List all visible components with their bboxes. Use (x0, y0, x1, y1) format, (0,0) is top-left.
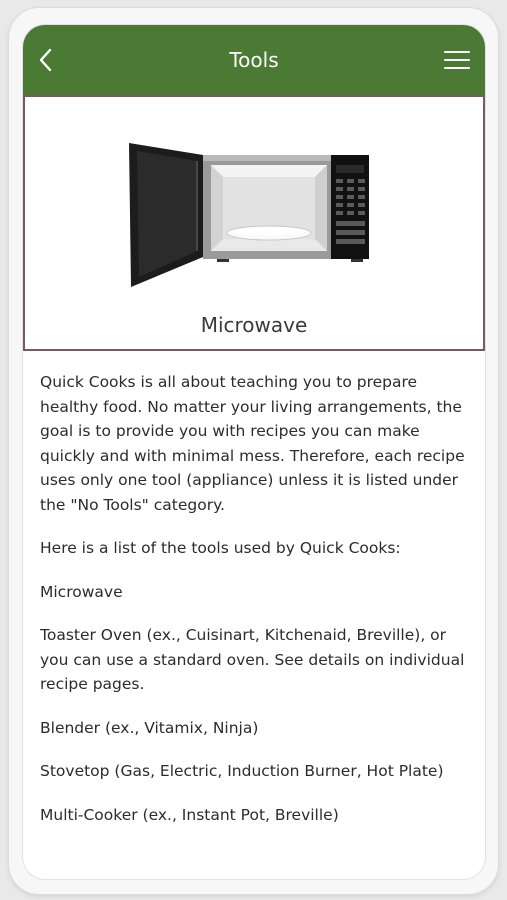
microwave-image (125, 141, 375, 291)
tool-hero-card (23, 95, 485, 351)
list-intro-paragraph: Here is a list of the tools used by Quick Cooks: (40, 539, 401, 557)
app-header (23, 25, 485, 95)
tool-item-blender: Blender (ex., Vitamix, Ninja) (40, 718, 259, 737)
menu-button[interactable] (443, 49, 471, 71)
tool-item-stovetop: Stovetop (Gas, Electric, Induction Burner, Hot Plate) (40, 762, 444, 780)
tool-item-toaster-oven: Toaster Oven (ex., Cuisinart, Kitchenaid, Breville), or you can use a standard oven. See details on individual recipe pages. (40, 626, 465, 693)
tool-item-multi-cooker: Multi-Cooker (ex., Instant Pot, Breville) (40, 805, 339, 824)
tool-item-microwave: Microwave (40, 582, 123, 601)
intro-paragraph: Quick Cooks is all about teaching you to prepare healthy food. No matter your living arrangements, the goal is to provide you with recipes you can make quickly and with minimal mess. Therefore, each recipe uses only one tool (appliance) unless it is listed under the "No Tools" category. (40, 373, 465, 514)
device-frame (9, 8, 498, 894)
page-title: Tools (229, 48, 279, 72)
app-screen (23, 25, 485, 879)
tools-description (40, 370, 470, 846)
tool-caption: Microwave (200, 313, 308, 337)
hamburger-menu-icon (443, 49, 471, 71)
